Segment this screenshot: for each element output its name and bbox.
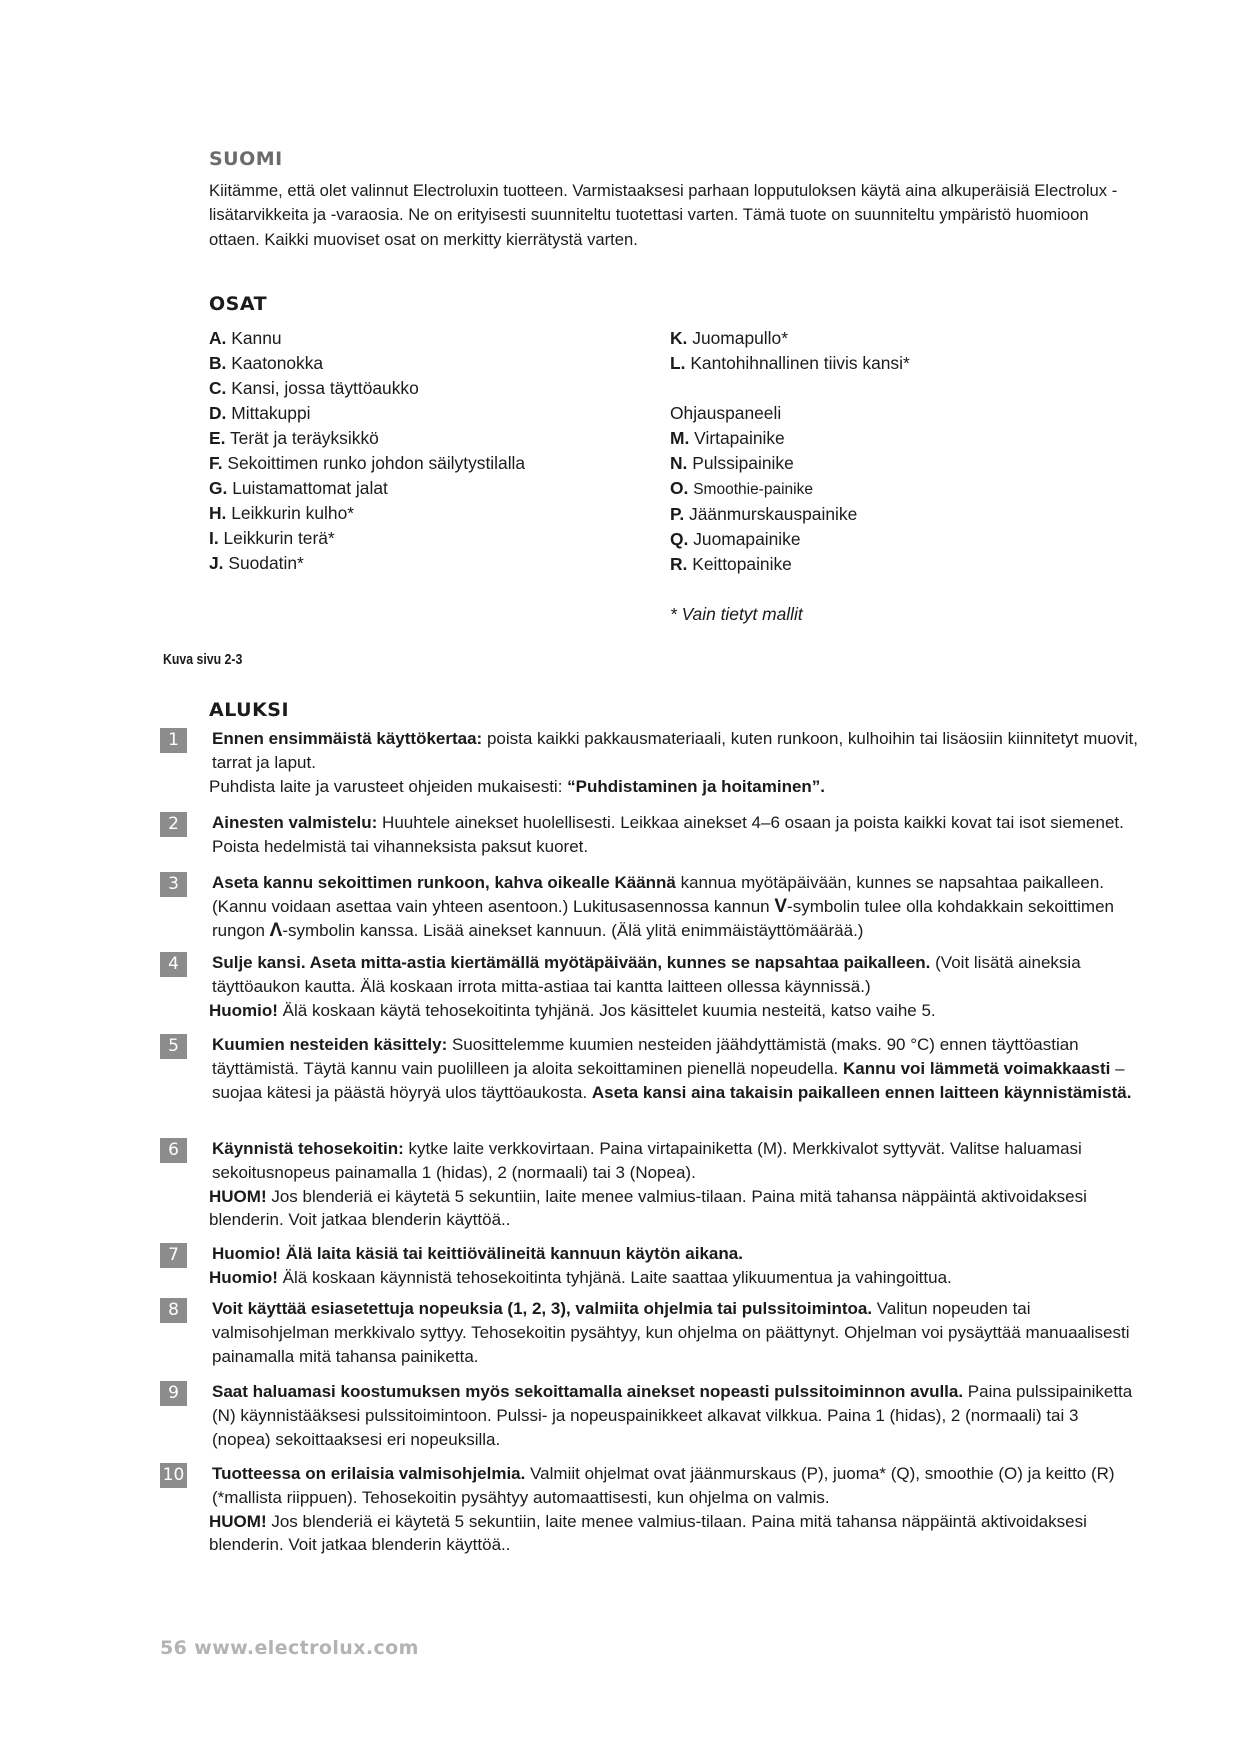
part-item: F. Sekoittimen runko johdon säilytystilalla [209,453,526,473]
part-item: I. Leikkurin terä* [209,528,335,548]
step-3 [160,871,1140,942]
aluksi-heading: ALUKSI [209,699,290,721]
step-number-badge: 1 [160,728,187,753]
step-text: Huomio! Älä laita käsiä tai keittiövälineitä kannuun käytön aikana. Huomio! Älä koskaan käynnistä tehosekoitinta tyhjänä. Laite saattaa ylikuumentua ja vahingoittua. [209,1244,952,1287]
v-symbol-icon: V [774,895,788,917]
part-item: D. Mittakuppi [209,403,311,423]
step-number-badge: 7 [160,1243,187,1268]
step-6 [160,1137,1140,1232]
step-text: Kuumien nesteiden käsittely: Suosittelemme kuumien nesteiden jäähdyttämistä (maks. 90 °C) ennen täyttöastian täyttämistä. Täytä kannu vain puolilleen ja aloita sekoittaminen pienellä nopeudella. Kannu voi lämmetä voimakkaasti – suojaa kätesi ja päästä höyryä ulos täyttöaukosta. Aseta kansi aina takaisin paikalleen ennen laitteen käynnistämistä. [212,1035,1132,1102]
part-item: J. Suodatin* [209,553,304,573]
part-item: E. Terät ja teräyksikkö [209,428,379,448]
step-number-badge: 8 [160,1298,187,1323]
part-item: B. Kaatonokka [209,353,324,373]
part-item: L. Kantohihnallinen tiivis kansi* [670,353,910,373]
part-item: C. Kansi, jossa täyttöaukko [209,378,419,398]
parts-heading: OSAT [209,293,268,315]
part-item: M. Virtapainike [670,428,785,448]
parts-list-left [209,326,525,576]
part-item: P. Jäänmurskauspainike [670,504,858,524]
part-item: N. Pulssipainike [670,453,794,473]
part-item: H. Leikkurin kulho* [209,503,355,523]
step-1 [160,727,1140,798]
page-footer [160,1637,419,1659]
step-5 [160,1033,1140,1104]
step-text: Sulje kansi. Aseta mitta-astia kiertämällä myötäpäivään, kunnes se napsahtaa paikalleen. (Voit lisätä aineksia täyttöaukon kautta. Älä koskaan irrota mitta-astiaa tai kantta laitteen ollessa käynnissä.) Huomio! Älä koskaan käytä tehosekoitinta tyhjänä. Jos käsittelet kuumia nesteitä, katso vaihe 5. [209,953,1081,1020]
control-panel-label: Ohjauspaneeli [670,403,782,423]
step-number-badge: 2 [160,812,187,837]
parts-spacer [670,577,910,602]
part-item: R. Keittopainike [670,554,792,574]
part-item: K. Juomapullo* [670,328,788,348]
step-2 [160,811,1140,859]
step-text: Saat haluamasi koostumuksen myös sekoittamalla ainekset nopeasti pulssitoiminnon avulla. Paina pulssipainiketta (N) käynnistääksesi pulssitoimintoon. Pulssi- ja nopeuspainikkeet alkavat vilkkua. Paina 1 (hidas), 2 (normaali) tai 3 (nopea) sekoittaaksesi eri nopeuksilla. [212,1382,1133,1449]
step-number-badge: 6 [160,1138,187,1163]
part-item: O. Smoothie-painike [670,478,813,498]
step-number-badge: 5 [160,1034,187,1059]
step-text: Aseta kannu sekoittimen runkoon, kahva oikealle Käännä kannua myötäpäivään, kunnes se napsahtaa paikalleen. (Kannu voidaan asettaa vain yhteen asentoon.) Lukitusasennossa kannun V-symbolin tulee olla kohdakkain sekoittimen rungon Λ-symbolin kanssa. Lisää ainekset kannuun. (Älä ylitä enimmäistäyttömäärää.) [212,873,1114,941]
step-number-badge: 9 [160,1381,187,1406]
step-text: Ainesten valmistelu: Huuhtele ainekset huolellisesti. Leikkaa ainekset 4–6 osaan ja poista kaikki kovat tai isot siemenet. Poista hedelmistä tai vihanneksista paksut kuoret. [212,813,1124,856]
part-item: G. Luistamattomat jalat [209,478,388,498]
parts-footnote: * Vain tietyt mallit [670,604,803,624]
step-text: Käynnistä tehosekoitin: kytke laite verkkovirtaan. Paina virtapainiketta (M). Merkkivalot syttyvät. Valitse haluamasi sekoitusnopeus painamalla 1 (hidas), 2 (normaali) tai 3 (Nopea). HUOM! Jos blenderiä ei käytetä 5 sekuntiin, laite menee valmius-tilaan. Paina mitä tahansa näppäintä aktivoidaksesi blenderin. Voit jatkaa blenderin käyttöä.. [209,1139,1087,1230]
caret-up-symbol-icon: Λ [269,919,283,941]
language-heading: SUOMI [209,148,283,170]
page-number: 56 [160,1637,188,1659]
parts-spacer [670,376,910,401]
step-number-badge: 3 [160,872,187,897]
step-text: Voit käyttää esiasetettuja nopeuksia (1, 2, 3), valmiita ohjelmia tai pulssitoimintoa. Valitun nopeuden tai valmisohjelman merkkivalo syttyy. Tehosekoitin pysähtyy, kun ohjelma on päättynyt. Ohjelman voi pysäyttää manuaalisesti painamalla mitä tahansa painiketta. [212,1299,1130,1366]
step-8 [160,1297,1140,1368]
figure-reference: Kuva sivu 2-3 [163,651,243,668]
parts-list-right [670,326,910,627]
step-7 [160,1242,1140,1290]
step-4 [160,951,1140,1022]
step-10 [160,1462,1140,1557]
step-9 [160,1380,1140,1451]
footer-url[interactable]: www.electrolux.com [194,1637,419,1659]
step-number-badge: 4 [160,952,187,977]
part-item: Q. Juomapainike [670,529,801,549]
step-text: Ennen ensimmäistä käyttökertaa: poista kaikki pakkausmateriaali, kuten runkoon, kulhoihin tai lisäosiin kiinnitetyt muovit, tarrat ja laput. Puhdista laite ja varusteet ohjeiden mukaisesti: “Puhdistaminen ja hoitaminen”. [209,729,1138,796]
step-number-badge: 10 [160,1463,187,1488]
part-item: A. Kannu [209,328,282,348]
step-text: Tuotteessa on erilaisia valmisohjelmia. Valmiit ohjelmat ovat jäänmurskaus (P), juoma* (Q), smoothie (O) ja keitto (R) (*mallista riippuen). Tehosekoitin pysähtyy automaattisesti, kun ohjelma on valmis. HUOM! Jos blenderiä ei käytetä 5 sekuntiin, laite menee valmius-tilaan. Paina mitä tahansa näppäintä aktivoidaksesi blenderin. Voit jatkaa blenderin käyttöä.. [209,1464,1115,1555]
intro-paragraph: Kiitämme, että olet valinnut Electroluxin tuotteen. Varmistaaksesi parhaan lopputuloksen käytä aina alkuperäisiä Electrolux -lisätarvikkeita ja -varaosia. Ne on erityisesti suunniteltu tuotettasi varten. Tämä tuote on suunniteltu ympäristö huomioon ottaen. Kaikki muoviset osat on merkitty kierrätystä varten. [209,181,1118,249]
